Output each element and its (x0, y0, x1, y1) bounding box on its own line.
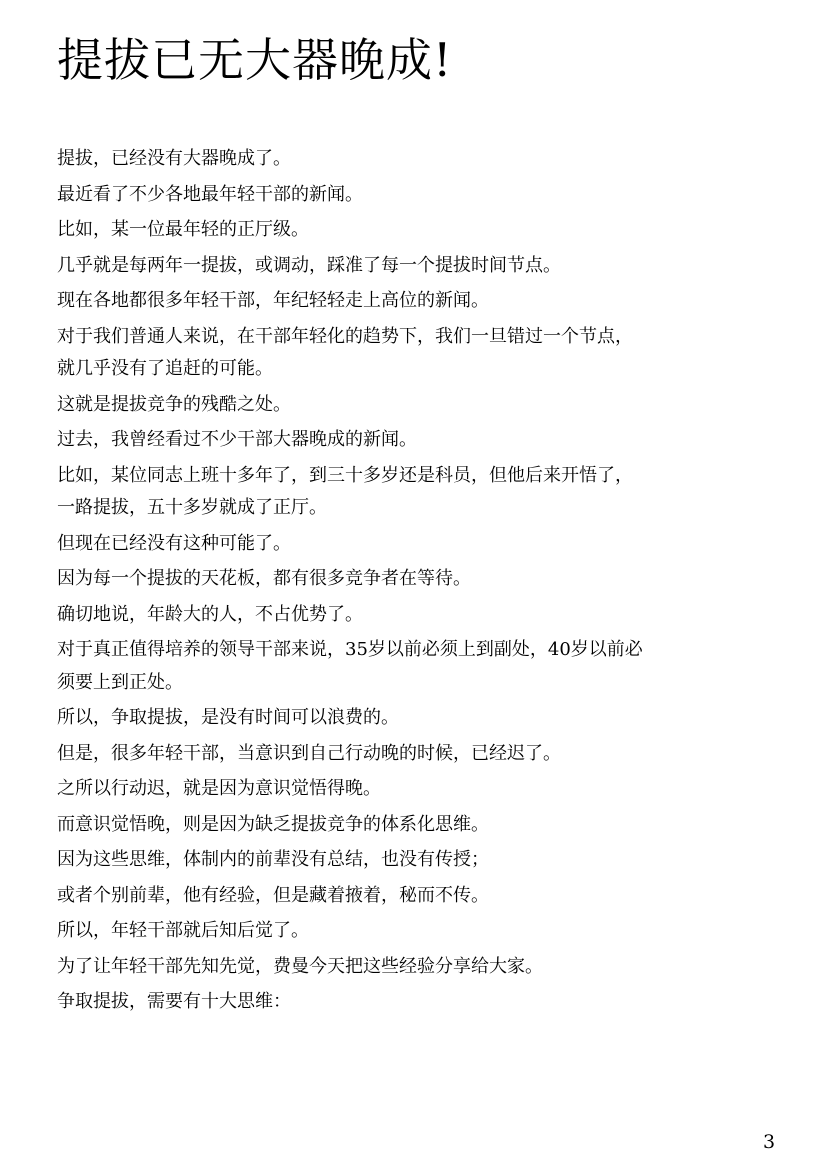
paragraph (57, 702, 767, 735)
paragraph (57, 773, 767, 806)
paragraph (57, 563, 767, 596)
paragraph-line: 一路提拔，五十多岁就成了正厅。 (57, 497, 327, 518)
paragraph-line: 这就是提拔竞争的残酷之处。 (57, 393, 291, 415)
paragraph-line: 比如，某一位最年轻的正厅级。 (57, 219, 309, 240)
paragraph (57, 143, 767, 176)
paragraph-line: 所以，争取提拔，是没有时间可以浪费的。 (57, 707, 399, 728)
paragraph (57, 738, 767, 771)
paragraph (57, 986, 767, 1019)
paragraph (57, 599, 767, 632)
paragraph (57, 389, 767, 422)
paragraph (57, 951, 767, 984)
paragraph-line: 提拔，已经没有大器晚成了。 (57, 148, 291, 169)
paragraph-line: 或者个别前辈，他有经验，但是藏着掖着，秘而不传。 (57, 884, 489, 906)
paragraph (57, 321, 767, 386)
paragraph (57, 250, 767, 283)
paragraph-line: 争取提拔，需要有十大思维： (57, 991, 291, 1012)
paragraph-line: 因为这些思维，体制内的前辈没有总结，也没有传授； (57, 849, 489, 870)
paragraph (57, 844, 767, 877)
paragraph (57, 424, 767, 457)
paragraph-line: 最近看了不少各地最年轻干部的新闻。 (57, 183, 363, 205)
page-title: 提拔已无大器晚成! (57, 33, 453, 87)
paragraph-line: 几乎就是每两年一提拔，或调动，踩准了每一个提拔时间节点。 (57, 254, 561, 276)
paragraph-line: 但是，很多年轻干部，当意识到自己行动晚的时候，已经迟了。 (57, 742, 561, 764)
paragraph (57, 915, 767, 948)
paragraph-line: 须要上到正处。 (57, 671, 183, 693)
paragraph-line: 对于真正值得培养的领导干部来说，35岁以前必须上到副处，40岁以前必 (57, 639, 643, 660)
paragraph (57, 880, 767, 913)
paragraph (57, 460, 767, 525)
article-body (57, 143, 767, 1022)
paragraph-line: 而意识觉悟晚，则是因为缺乏提拔竞争的体系化思维。 (57, 813, 489, 835)
paragraph-line: 因为每一个提拔的天花板，都有很多竞争者在等待。 (57, 568, 471, 589)
paragraph-line: 现在各地都很多年轻干部，年纪轻轻走上高位的新闻。 (57, 290, 489, 311)
paragraph-line: 所以，年轻干部就后知后觉了。 (57, 920, 309, 941)
paragraph-line: 之所以行动迟，就是因为意识觉悟得晚。 (57, 778, 381, 799)
paragraph-line: 比如，某位同志上班十多年了，到三十多岁还是科员，但他后来开悟了， (57, 464, 633, 486)
paragraph-line: 对于我们普通人来说，在干部年轻化的趋势下，我们一旦错过一个节点， (57, 325, 633, 347)
paragraph (57, 809, 767, 842)
paragraph (57, 285, 767, 318)
paragraph-line: 过去，我曾经看过不少干部大器晚成的新闻。 (57, 429, 417, 450)
paragraph (57, 214, 767, 247)
paragraph-line: 但现在已经没有这种可能了。 (57, 532, 291, 554)
paragraph-line: 确切地说，年龄大的人，不占优势了。 (57, 603, 363, 625)
page-number: 3 (763, 1131, 776, 1153)
paragraph (57, 179, 767, 212)
paragraph (57, 634, 767, 699)
paragraph-line: 就几乎没有了追赶的可能。 (57, 358, 273, 379)
paragraph (57, 528, 767, 561)
paragraph-line: 为了让年轻干部先知先觉，费曼今天把这些经验分享给大家。 (57, 955, 543, 977)
